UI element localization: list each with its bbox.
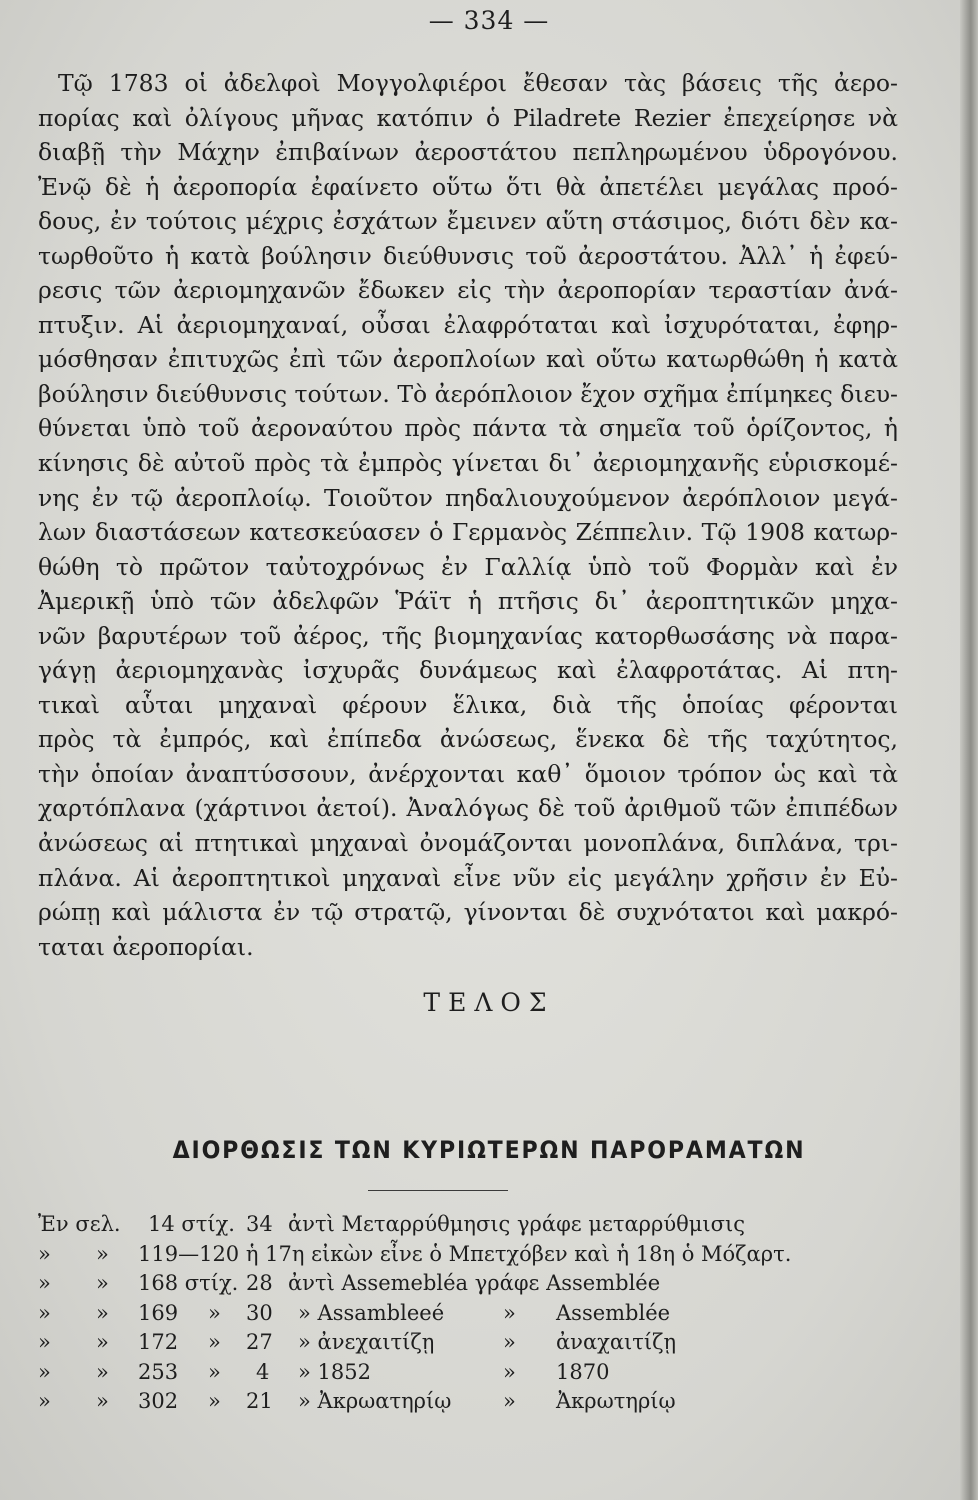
errata-row xyxy=(38,1240,898,1270)
errata-cell: Assemblée xyxy=(556,1300,671,1325)
errata-cell: 28 xyxy=(246,1271,273,1295)
errata-cell: » xyxy=(96,1241,109,1266)
errata-cell: Ἐν σελ. xyxy=(38,1212,121,1236)
page-binding-edge xyxy=(960,0,978,1500)
errata-cell: » xyxy=(38,1271,51,1295)
text-line: διαβῇ τὴν Μάχην ἐπιβαίνων ἀεροστάτου πεπληρωμένου ὑδρογόνου. xyxy=(38,138,898,167)
errata-cell: » xyxy=(208,1300,221,1325)
text-line: νῶν βαρυτέρων τοῦ ἀέρος, τῆς βιομηχανίας κατορθωσάσης νὰ παρα- xyxy=(38,621,898,650)
text-line: λων διαστάσεων κατεσκεύασεν ὁ Γερμανὸς Ζέππελιν. Τῷ 1908 κατωρ- xyxy=(38,518,898,547)
errata-cell: » xyxy=(96,1271,109,1295)
errata-table xyxy=(38,1210,898,1417)
text-line: πρὸς τὰ ἐμπρός, καὶ ἐπίπεδα ἀνώσεως, ἕνεκα δὲ τῆς ταχύτητος, xyxy=(38,725,898,754)
errata-cell: 253 xyxy=(138,1359,179,1384)
errata-row xyxy=(38,1328,898,1358)
errata-cell: 21 xyxy=(246,1389,273,1413)
errata-cell: » xyxy=(38,1389,51,1413)
text-line: τὴν ὁποίαν ἀναπτύσσουν, ἀνέρχονται καθ᾽ ὅμοιον τρόπον ὡς καὶ τὰ xyxy=(38,759,898,788)
text-line: ρεσις τῶν ἀεριομηχανῶν ἔδωκεν εἰς τὴν ἀεροπορίαν τεραστίαν ἀνά- xyxy=(38,276,898,305)
text-line: Τῷ 1783 οἱ ἀδελφοὶ Μογγολφιέροι ἔθεσαν τὰς βάσεις τῆς ἀερο- xyxy=(58,69,898,97)
errata-row xyxy=(38,1299,898,1329)
text-line: ρώπῃ καὶ μάλιστα ἐν τῷ στρατῷ, γίνονται δὲ συχνότατοι καὶ μακρό- xyxy=(38,898,898,927)
errata-cell: » Ἀκρωατηρίῳ xyxy=(298,1389,452,1413)
errata-cell: » xyxy=(96,1300,109,1325)
errata-cell: 172 xyxy=(138,1330,179,1354)
errata-row xyxy=(38,1387,898,1417)
divider xyxy=(368,1190,508,1191)
errata-cell: ἀντὶ Assemebléa γράφε Assemblée xyxy=(288,1271,661,1295)
errata-cell: 34 xyxy=(246,1212,273,1236)
text-line: ἀνώσεως αἱ πτητικαὶ μηχαναὶ ὀνομάζονται μονοπλάνα, διπλάνα, τρι- xyxy=(38,829,898,858)
text-line: γάγῃ ἀεριομηχανὰς ἰσχυρᾶς δυνάμεως καὶ ἐλαφροτάτας. Αἱ πτη- xyxy=(38,656,898,685)
errata-cell: » xyxy=(38,1300,51,1325)
page-number: — 334 — xyxy=(428,6,550,35)
text-line: θώθη τὸ πρῶτον ταὐτοχρόνως ἐν Γαλλίᾳ ὑπὸ τοῦ Φορμὰν καὶ ἐν xyxy=(38,552,898,581)
errata-cell: » ἀνεχαιτίζῃ xyxy=(298,1330,435,1354)
end-marker: ΤΕΛΟΣ xyxy=(423,988,555,1017)
text-line: πλάνα. Αἱ ἀεροπτητικοὶ μηχαναὶ εἶνε νῦν εἰς μεγάλην χρῆσιν ἐν Εὐ- xyxy=(38,863,898,892)
text-line: χαρτόπλανα (χάρτινοι ἀετοί). Ἀναλόγως δὲ τοῦ ἀριθμοῦ τῶν ἐπιπέδων xyxy=(38,794,898,823)
text-line: δους, ἐν τούτοις μέχρις ἐσχάτων ἔμεινεν αὕτη στάσιμος, διότι δὲν κα- xyxy=(38,207,898,236)
errata-row xyxy=(38,1269,898,1299)
text-line: τικαὶ αὗται μηχαναὶ φέρουν ἕλικα, διὰ τῆς ὁποίας φέρονται xyxy=(38,690,898,719)
errata-cell: » xyxy=(208,1389,221,1413)
text-line: μόσθησαν ἐπιτυχῶς ἐπὶ τῶν ἀεροπλοίων καὶ οὕτω κατωρθώθη ἡ κατὰ xyxy=(38,345,898,374)
errata-cell: » xyxy=(503,1359,516,1384)
errata-cell: » xyxy=(38,1359,51,1384)
errata-cell: 30 xyxy=(246,1300,273,1325)
text-line: Ἀμερικῇ ὑπὸ τῶν ἀδελφῶν Ῥάϊτ ἡ πτῆσις δι᾽ ἀεροπτητικῶν μηχα- xyxy=(38,587,898,616)
errata-cell: » Assambleeé xyxy=(298,1300,445,1325)
errata-cell: 27 xyxy=(246,1330,273,1354)
errata-cell: » xyxy=(208,1359,221,1384)
errata-row xyxy=(38,1210,898,1240)
errata-cell: 169 xyxy=(138,1300,179,1325)
errata-cell: » xyxy=(503,1300,516,1325)
errata-cell: » xyxy=(96,1389,109,1413)
errata-cell: » xyxy=(208,1330,221,1354)
errata-cell: » xyxy=(96,1330,109,1354)
body-text xyxy=(38,66,898,964)
errata-cell: » xyxy=(503,1330,516,1354)
text-line: πτυξιν. Αἱ ἀεριομηχαναί, οὖσαι ἐλαφρόταται καὶ ἰσχυρόταται, ἐφηρ- xyxy=(38,310,898,339)
errata-cell: 1870 xyxy=(556,1359,610,1384)
text-line: θύνεται ὑπὸ τοῦ ἀεροναύτου πρὸς πάντα τὰ σημεῖα τοῦ ὁρίζοντος, ἡ xyxy=(38,414,898,443)
errata-cell: 168 στίχ. xyxy=(138,1271,239,1295)
errata-cell: Ἀκρωτηρίῳ xyxy=(556,1389,676,1413)
errata-heading: ΔΙΟΡΘΩΣΙΣ ΤΩΝ ΚΥΡΙΩΤΕΡΩΝ ΠΑΡΟΡΑΜΑΤΩΝ xyxy=(172,1136,806,1164)
errata-row xyxy=(38,1358,898,1388)
text-line: κίνησις δὲ αὐτοῦ πρὸς τὰ ἐμπρὸς γίνεται δι᾽ ἀεριομηχανῆς εὑρισκομέ- xyxy=(38,449,898,478)
errata-cell: » xyxy=(96,1359,109,1384)
errata-cell: 14 στίχ. xyxy=(148,1212,235,1236)
errata-cell: 119—120 ἡ 17η εἰκὼν εἶνε ὁ Μπετχόβεν καὶ ἡ 18η ὁ Μόζαρτ. xyxy=(138,1241,792,1266)
errata-cell: ἀντὶ Μεταρρύθμησις γράφε μεταρρύθμισις xyxy=(288,1212,745,1236)
text-line: Ἐνῷ δὲ ἡ ἀεροπορία ἐφαίνετο οὕτω ὅτι θὰ ἀπετέλει μεγάλας προό- xyxy=(38,172,898,201)
errata-cell: 4 xyxy=(256,1359,270,1384)
text-line: βούλησιν διεύθυνσις τούτων. Τὸ ἀερόπλοιον ἔχον σχῆμα ἐπίμηκες διευ- xyxy=(38,379,898,408)
errata-cell: ἀναχαιτίζῃ xyxy=(556,1330,677,1354)
errata-cell: » xyxy=(38,1241,51,1266)
errata-cell: 302 xyxy=(138,1389,179,1413)
text-line: πορίας καὶ ὀλίγους μῆνας κατόπιν ὁ Piladrete Rezier ἐπεχείρησε νὰ xyxy=(38,103,898,132)
text-line: ταται ἀεροπορίαι. xyxy=(38,932,254,961)
text-line: τωρθοῦτο ἡ κατὰ βούλησιν διεύθυνσις τοῦ ἀεροστάτου. Ἀλλ᾽ ἡ ἐφεύ- xyxy=(38,241,898,270)
errata-cell: » xyxy=(38,1330,51,1354)
errata-cell: » 1852 xyxy=(298,1359,371,1384)
errata-cell: » xyxy=(503,1389,516,1413)
text-line: νης ἐν τῷ ἀεροπλοίῳ. Τοιοῦτον πηδαλιουχούμενον ἀερόπλοιον μεγά- xyxy=(38,483,898,512)
